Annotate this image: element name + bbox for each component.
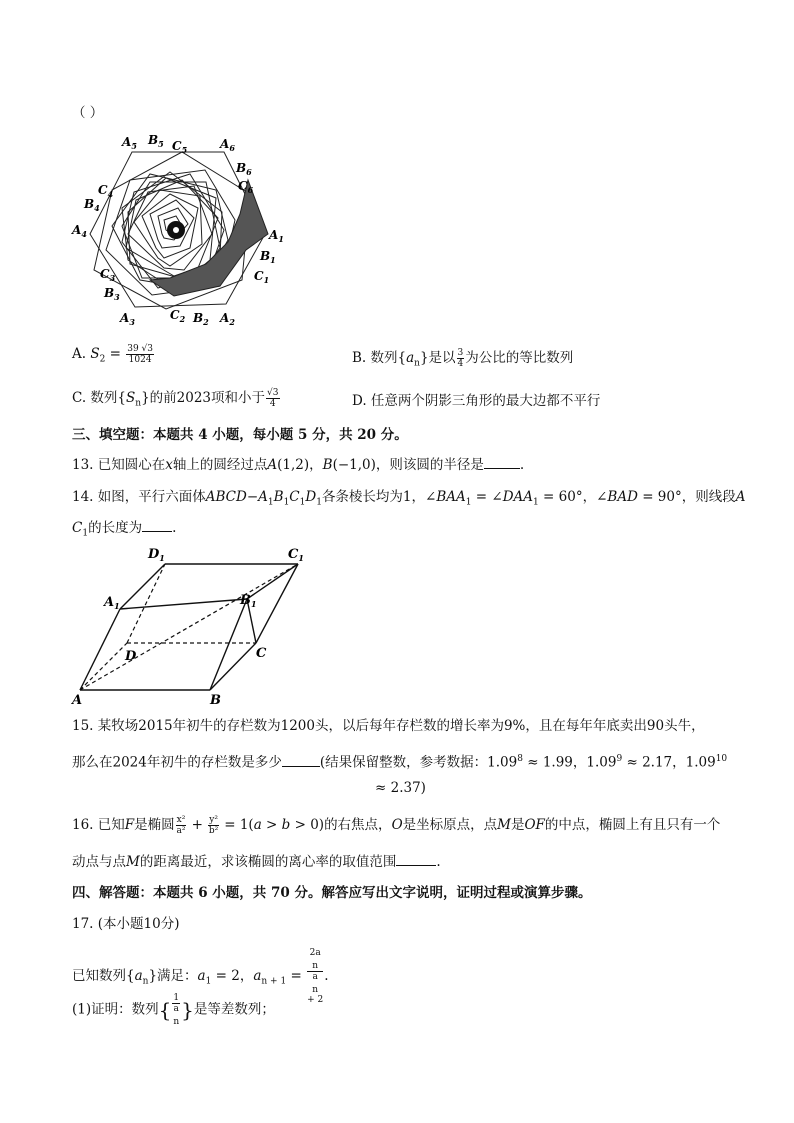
label-C: C <box>256 646 267 661</box>
svg-text:C5: $C_5$ <box>172 139 188 155</box>
answer-blank[interactable] <box>142 519 172 532</box>
section-4-title: 四、解答题：本题共 6 小题，共 70 分。解答应写出文字说明，证明过程或演算步骤。 <box>72 885 592 901</box>
answer-parenthesis: （ ） <box>72 105 104 121</box>
label-D: D <box>125 649 137 664</box>
svg-text:C2: $C_2$ <box>170 308 186 324</box>
label-A: A <box>72 693 83 708</box>
question-16-line-1: 16. 已知F是椭圆 $\frac{\text{x²}}{\text{a²}}$ + $\frac{\text{y²}}{\text{b²}}$ = 1(a > b > 0)的右焦点，O是坐标原点，点M是OF的中点，椭圆上有且只有一个 <box>72 815 721 836</box>
label-D1: $D_1$ <box>148 547 165 563</box>
question-17-part-1: (1)证明：数列{ 1 a $_n$ }是等差数列； <box>72 993 275 1027</box>
answer-blank[interactable] <box>396 853 436 866</box>
svg-text:B6: $B_6$ <box>236 161 252 177</box>
label-B1: $B_1$ <box>240 593 257 609</box>
question-15-line-2: 那么在2024年初牛的存栏数是多少 (结果保留整数，参考数据：$1.09^8 \approx 1.99$，$1.09^9 \approx 2.17$，1.09$^{10}$ <box>72 754 728 771</box>
question-14-line-2: $C_1$的长度为 . <box>72 520 177 539</box>
option-b: B. 数列$\{a_n\}$是以 $\frac{3}{4}$ 为公比的等比数列 <box>352 348 574 369</box>
svg-text:B4: $B_4$ <box>84 197 100 213</box>
svg-text:A3: $A_3$ <box>120 311 135 327</box>
svg-text:B5: $B_5$ <box>148 133 164 149</box>
label-B: B <box>210 693 221 708</box>
section-3-title: 三、填空题：本题共 4 小题，每小题 5 分，共 20 分。 <box>72 427 408 443</box>
answer-blank[interactable] <box>282 754 320 767</box>
answer-blank[interactable] <box>484 456 520 469</box>
svg-text:B2: $B_2$ <box>193 311 209 327</box>
question-15-line-1: 15. 某牧场2015年初牛的存栏数为1200头，以后每年存栏数的增长率为9%，且在每年年底卖出90头牛， <box>72 718 705 734</box>
svg-text:A6: $A_6$ <box>220 137 235 153</box>
option-d: D. 任意两个阴影三角形的最大边都不平行 <box>352 393 601 409</box>
parallelepiped-figure <box>70 544 310 709</box>
question-14-line-1: 14. 如图，平行六面体$ABCD-A_1B_1C_1D_1$各条棱长均为1，$\angle BAA_1$ = $\angle DAA_1 = 60^\circ$，∠BAD = 90°，则线段A <box>72 489 746 508</box>
svg-text:A5: $A_5$ <box>122 135 137 151</box>
question-16-line-2: 动点与点M的距离最近，求该椭圆的离心率的取值范围 . <box>72 854 441 870</box>
svg-text:C6: $C_6$ <box>238 179 254 195</box>
svg-text:A4: $A_4$ <box>72 223 87 239</box>
question-17-condition: 已知数列$\{a_n\}$满足：$a_1 = 2$，$a_{n + 1}$ = 2a $_n$ a $_n$ + 2 . <box>72 948 329 1005</box>
option-c: C. 数列$\{S_n\}$的前2023项和小于 $\frac{√3}{4}$ <box>72 388 279 409</box>
svg-text:A1: $A_1$ <box>269 228 284 244</box>
question-17-header: 17. (本小题10分) <box>72 916 180 932</box>
svg-text:C4: $C_4$ <box>98 183 114 199</box>
svg-text:A2: $A_2$ <box>220 311 235 327</box>
svg-text:C3: $C_3$ <box>100 267 116 283</box>
svg-text:B1: $B_1$ <box>260 249 276 265</box>
hexagon-spiral-figure <box>70 130 290 330</box>
question-15-line-3: ≈ 2.37) <box>375 780 426 796</box>
svg-text:C1: $C_1$ <box>254 269 270 285</box>
option-a: A. $S_2$ = $\frac{39 √3}{1024}$ <box>72 344 154 365</box>
label-C1: $C_1$ <box>288 547 304 563</box>
label-A1: $A_1$ <box>104 595 120 611</box>
svg-text:B3: $B_3$ <box>104 286 120 302</box>
hex-label-A1: A <box>269 228 279 242</box>
question-13: 13. 已知圆心在x轴上的圆经过点A(1,2)，B(−1,0)，则该圆的半径是 . <box>72 457 525 473</box>
